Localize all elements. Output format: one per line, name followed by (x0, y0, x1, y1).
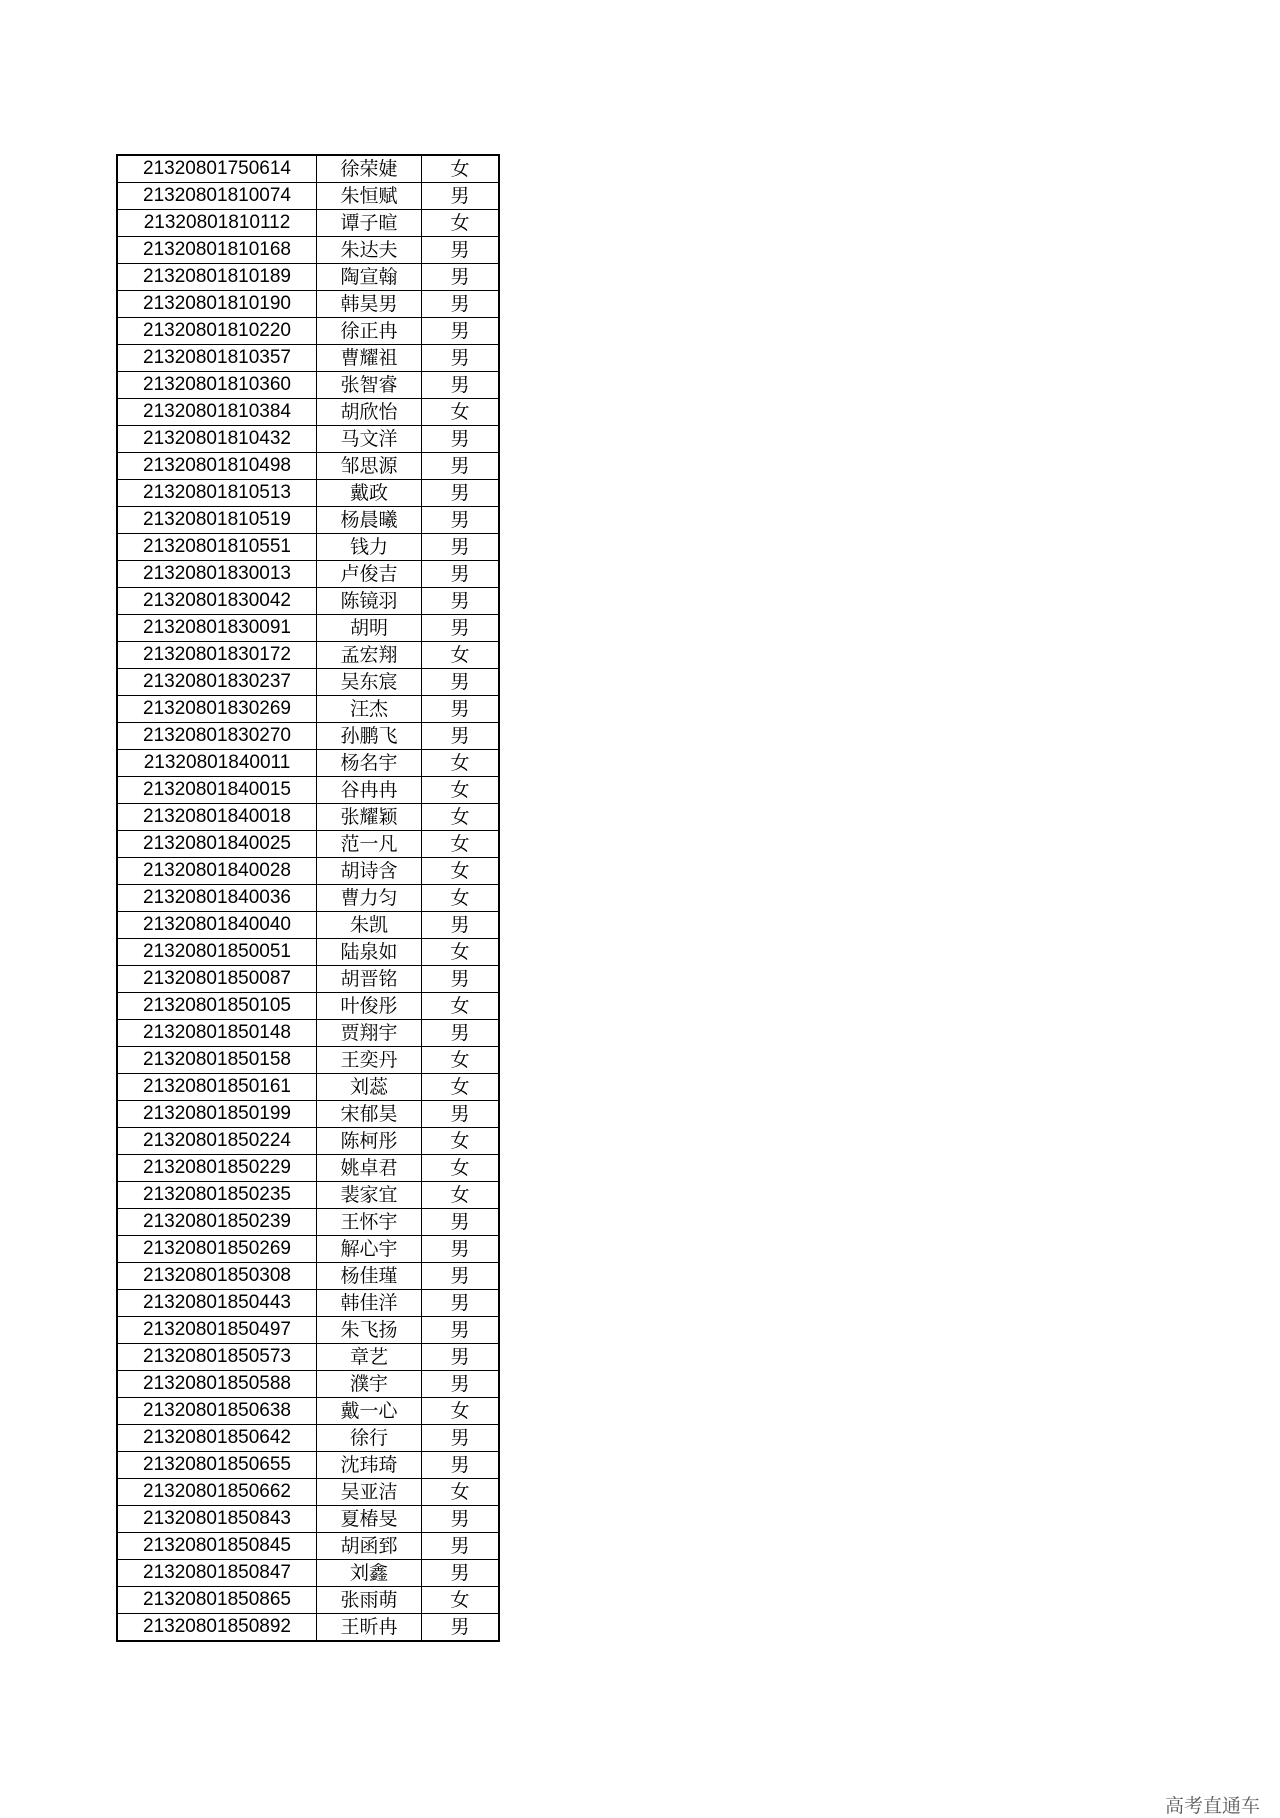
table-row (117, 1128, 499, 1155)
student-sex-cell: 男 (422, 291, 500, 318)
student-id-cell: 21320801850892 (117, 1614, 317, 1642)
student-name-cell: 胡诗含 (317, 858, 422, 885)
student-sex-cell: 男 (422, 966, 500, 993)
table-row (117, 966, 499, 993)
student-id-cell: 21320801850239 (117, 1209, 317, 1236)
student-id-cell: 21320801840040 (117, 912, 317, 939)
table-row (117, 939, 499, 966)
student-name-cell: 姚卓君 (317, 1155, 422, 1182)
table-row (117, 1506, 499, 1533)
student-name-cell: 胡欣怡 (317, 399, 422, 426)
student-sex-cell: 男 (422, 1317, 500, 1344)
student-sex-cell: 男 (422, 1020, 500, 1047)
student-sex-cell: 男 (422, 534, 500, 561)
student-id-cell: 21320801840028 (117, 858, 317, 885)
table-row (117, 1155, 499, 1182)
student-id-cell: 21320801810513 (117, 480, 317, 507)
student-name-cell: 朱达夫 (317, 237, 422, 264)
table-row (117, 210, 499, 237)
student-name-cell: 章艺 (317, 1344, 422, 1371)
student-sex-cell: 男 (422, 1209, 500, 1236)
table-row (117, 723, 499, 750)
table-row (117, 1236, 499, 1263)
student-name-cell: 朱飞扬 (317, 1317, 422, 1344)
table-row (117, 264, 499, 291)
student-id-cell: 21320801810220 (117, 318, 317, 345)
student-name-cell: 陆泉如 (317, 939, 422, 966)
student-id-cell: 21320801840018 (117, 804, 317, 831)
student-id-cell: 21320801850662 (117, 1479, 317, 1506)
student-sex-cell: 男 (422, 1506, 500, 1533)
student-name-cell: 刘蕊 (317, 1074, 422, 1101)
student-id-cell: 21320801850847 (117, 1560, 317, 1587)
student-sex-cell: 男 (422, 426, 500, 453)
student-id-cell: 21320801850235 (117, 1182, 317, 1209)
student-id-cell: 21320801810189 (117, 264, 317, 291)
student-id-cell: 21320801810384 (117, 399, 317, 426)
student-name-cell: 陈柯彤 (317, 1128, 422, 1155)
student-name-cell: 邹思源 (317, 453, 422, 480)
student-id-cell: 21320801850443 (117, 1290, 317, 1317)
student-sex-cell: 女 (422, 1155, 500, 1182)
student-sex-cell: 男 (422, 1560, 500, 1587)
table-row (117, 534, 499, 561)
student-name-cell: 谭子暄 (317, 210, 422, 237)
student-sex-cell: 女 (422, 885, 500, 912)
student-name-cell: 张智睿 (317, 372, 422, 399)
table-row (117, 399, 499, 426)
table-row (117, 1182, 499, 1209)
student-id-cell: 21320801830269 (117, 696, 317, 723)
table-row (117, 426, 499, 453)
student-sex-cell: 女 (422, 1587, 500, 1614)
student-sex-cell: 女 (422, 777, 500, 804)
student-name-cell: 卢俊吉 (317, 561, 422, 588)
table-row (117, 750, 499, 777)
student-id-cell: 21320801840036 (117, 885, 317, 912)
table-row (117, 291, 499, 318)
student-name-cell: 胡明 (317, 615, 422, 642)
student-id-cell: 21320801850588 (117, 1371, 317, 1398)
table-row (117, 669, 499, 696)
table-row (117, 318, 499, 345)
student-id-cell: 21320801850573 (117, 1344, 317, 1371)
table-row (117, 1209, 499, 1236)
student-sex-cell: 男 (422, 723, 500, 750)
table-row (117, 155, 499, 183)
student-sex-cell: 男 (422, 237, 500, 264)
table-row (117, 507, 499, 534)
student-id-cell: 21320801850845 (117, 1533, 317, 1560)
student-name-cell: 钱力 (317, 534, 422, 561)
student-sex-cell: 男 (422, 1344, 500, 1371)
table-row (117, 372, 499, 399)
student-id-cell: 21320801810551 (117, 534, 317, 561)
student-name-cell: 王奕丹 (317, 1047, 422, 1074)
student-id-cell: 21320801810357 (117, 345, 317, 372)
student-sex-cell: 男 (422, 1533, 500, 1560)
student-id-cell: 21320801810432 (117, 426, 317, 453)
student-name-cell: 杨晨曦 (317, 507, 422, 534)
student-sex-cell: 男 (422, 453, 500, 480)
student-name-cell: 胡晋铭 (317, 966, 422, 993)
student-name-cell: 叶俊彤 (317, 993, 422, 1020)
student-name-cell: 刘鑫 (317, 1560, 422, 1587)
student-id-cell: 21320801850642 (117, 1425, 317, 1452)
student-name-cell: 陈镜羽 (317, 588, 422, 615)
student-sex-cell: 男 (422, 1614, 500, 1642)
student-sex-cell: 男 (422, 912, 500, 939)
student-id-cell: 21320801850224 (117, 1128, 317, 1155)
table-row (117, 183, 499, 210)
student-sex-cell: 女 (422, 804, 500, 831)
student-id-cell: 21320801850865 (117, 1587, 317, 1614)
student-name-cell: 解心宇 (317, 1236, 422, 1263)
table-row (117, 912, 499, 939)
table-row (117, 1020, 499, 1047)
student-id-cell: 21320801850161 (117, 1074, 317, 1101)
student-roster-table (116, 154, 500, 1642)
student-id-cell: 21320801830042 (117, 588, 317, 615)
student-id-cell: 21320801850229 (117, 1155, 317, 1182)
student-sex-cell: 男 (422, 1371, 500, 1398)
student-id-cell: 21320801750614 (117, 155, 317, 183)
table-row (117, 1371, 499, 1398)
student-name-cell: 王昕冉 (317, 1614, 422, 1642)
student-id-cell: 21320801850638 (117, 1398, 317, 1425)
student-sex-cell: 男 (422, 1236, 500, 1263)
table-row (117, 1074, 499, 1101)
table-row (117, 588, 499, 615)
student-sex-cell: 男 (422, 1452, 500, 1479)
student-id-cell: 21320801850148 (117, 1020, 317, 1047)
student-name-cell: 濮宇 (317, 1371, 422, 1398)
student-sex-cell: 女 (422, 1128, 500, 1155)
student-sex-cell: 男 (422, 561, 500, 588)
student-id-cell: 21320801810168 (117, 237, 317, 264)
student-name-cell: 吴东宸 (317, 669, 422, 696)
student-sex-cell: 男 (422, 507, 500, 534)
table-row (117, 993, 499, 1020)
student-name-cell: 范一凡 (317, 831, 422, 858)
student-name-cell: 谷冉冉 (317, 777, 422, 804)
student-sex-cell: 女 (422, 993, 500, 1020)
student-id-cell: 21320801850497 (117, 1317, 317, 1344)
student-sex-cell: 女 (422, 1479, 500, 1506)
student-sex-cell: 男 (422, 318, 500, 345)
student-id-cell: 21320801840015 (117, 777, 317, 804)
student-sex-cell: 男 (422, 669, 500, 696)
table-row (117, 1101, 499, 1128)
student-sex-cell: 女 (422, 1398, 500, 1425)
student-id-cell: 21320801850051 (117, 939, 317, 966)
student-name-cell: 孟宏翔 (317, 642, 422, 669)
student-name-cell: 韩昊男 (317, 291, 422, 318)
student-name-cell: 张耀颖 (317, 804, 422, 831)
student-id-cell: 21320801830091 (117, 615, 317, 642)
student-sex-cell: 男 (422, 480, 500, 507)
student-id-cell: 21320801850158 (117, 1047, 317, 1074)
student-name-cell: 张雨萌 (317, 1587, 422, 1614)
student-sex-cell: 女 (422, 399, 500, 426)
table-row (117, 1452, 499, 1479)
student-id-cell: 21320801830237 (117, 669, 317, 696)
table-row (117, 1614, 499, 1642)
roster-body (117, 155, 499, 1641)
table-row (117, 1047, 499, 1074)
student-name-cell: 沈玮琦 (317, 1452, 422, 1479)
table-row (117, 1344, 499, 1371)
student-sex-cell: 男 (422, 264, 500, 291)
student-sex-cell: 男 (422, 183, 500, 210)
student-sex-cell: 女 (422, 642, 500, 669)
student-name-cell: 马文洋 (317, 426, 422, 453)
student-name-cell: 汪杰 (317, 696, 422, 723)
table-row (117, 885, 499, 912)
table-row (117, 237, 499, 264)
student-sex-cell: 男 (422, 588, 500, 615)
student-id-cell: 21320801850087 (117, 966, 317, 993)
table-row (117, 831, 499, 858)
table-row (117, 1533, 499, 1560)
student-sex-cell: 男 (422, 1101, 500, 1128)
table-row (117, 1479, 499, 1506)
student-sex-cell: 男 (422, 696, 500, 723)
student-id-cell: 21320801850105 (117, 993, 317, 1020)
student-sex-cell: 女 (422, 210, 500, 237)
student-id-cell: 21320801810190 (117, 291, 317, 318)
student-id-cell: 21320801810360 (117, 372, 317, 399)
table-row (117, 480, 499, 507)
student-sex-cell: 女 (422, 1182, 500, 1209)
student-sex-cell: 女 (422, 155, 500, 183)
table-row (117, 1290, 499, 1317)
student-name-cell: 吴亚洁 (317, 1479, 422, 1506)
table-row (117, 1398, 499, 1425)
student-name-cell: 朱凯 (317, 912, 422, 939)
table-row (117, 1317, 499, 1344)
table-row (117, 858, 499, 885)
table-row (117, 1587, 499, 1614)
table-row (117, 1425, 499, 1452)
table-row (117, 696, 499, 723)
student-sex-cell: 女 (422, 1074, 500, 1101)
student-id-cell: 21320801810074 (117, 183, 317, 210)
student-id-cell: 21320801810112 (117, 210, 317, 237)
student-name-cell: 徐正冉 (317, 318, 422, 345)
table-row (117, 345, 499, 372)
student-name-cell: 韩佳洋 (317, 1290, 422, 1317)
table-row (117, 642, 499, 669)
student-id-cell: 21320801850199 (117, 1101, 317, 1128)
student-id-cell: 21320801850843 (117, 1506, 317, 1533)
student-name-cell: 曹耀祖 (317, 345, 422, 372)
student-id-cell: 21320801850655 (117, 1452, 317, 1479)
student-name-cell: 孙鹏飞 (317, 723, 422, 750)
student-name-cell: 王怀宇 (317, 1209, 422, 1236)
student-sex-cell: 男 (422, 345, 500, 372)
student-sex-cell: 男 (422, 372, 500, 399)
student-name-cell: 陶宣翰 (317, 264, 422, 291)
student-name-cell: 徐行 (317, 1425, 422, 1452)
student-id-cell: 21320801850308 (117, 1263, 317, 1290)
student-name-cell: 胡函郅 (317, 1533, 422, 1560)
student-name-cell: 徐荣婕 (317, 155, 422, 183)
table-row (117, 777, 499, 804)
student-name-cell: 夏椿旻 (317, 1506, 422, 1533)
table-row (117, 615, 499, 642)
student-id-cell: 21320801830172 (117, 642, 317, 669)
student-name-cell: 贾翔宇 (317, 1020, 422, 1047)
table-row (117, 1560, 499, 1587)
student-id-cell: 21320801830013 (117, 561, 317, 588)
student-sex-cell: 女 (422, 858, 500, 885)
student-id-cell: 21320801850269 (117, 1236, 317, 1263)
student-name-cell: 裴家宜 (317, 1182, 422, 1209)
student-name-cell: 曹力匀 (317, 885, 422, 912)
student-sex-cell: 女 (422, 750, 500, 777)
student-name-cell: 宋郁昊 (317, 1101, 422, 1128)
student-name-cell: 杨名宇 (317, 750, 422, 777)
student-sex-cell: 男 (422, 1425, 500, 1452)
student-name-cell: 戴一心 (317, 1398, 422, 1425)
student-name-cell: 杨佳瑾 (317, 1263, 422, 1290)
table-row (117, 1263, 499, 1290)
student-id-cell: 21320801840025 (117, 831, 317, 858)
table-row (117, 453, 499, 480)
table-row (117, 804, 499, 831)
student-sex-cell: 男 (422, 1290, 500, 1317)
student-id-cell: 21320801810519 (117, 507, 317, 534)
student-id-cell: 21320801830270 (117, 723, 317, 750)
student-sex-cell: 女 (422, 1047, 500, 1074)
student-id-cell: 21320801840011 (117, 750, 317, 777)
student-name-cell: 朱恒赋 (317, 183, 422, 210)
student-sex-cell: 女 (422, 939, 500, 966)
student-name-cell: 戴政 (317, 480, 422, 507)
student-sex-cell: 女 (422, 831, 500, 858)
student-sex-cell: 男 (422, 615, 500, 642)
student-sex-cell: 男 (422, 1263, 500, 1290)
table-row (117, 561, 499, 588)
watermark-text: 高考直通车 (1164, 1795, 1260, 1817)
student-id-cell: 21320801810498 (117, 453, 317, 480)
